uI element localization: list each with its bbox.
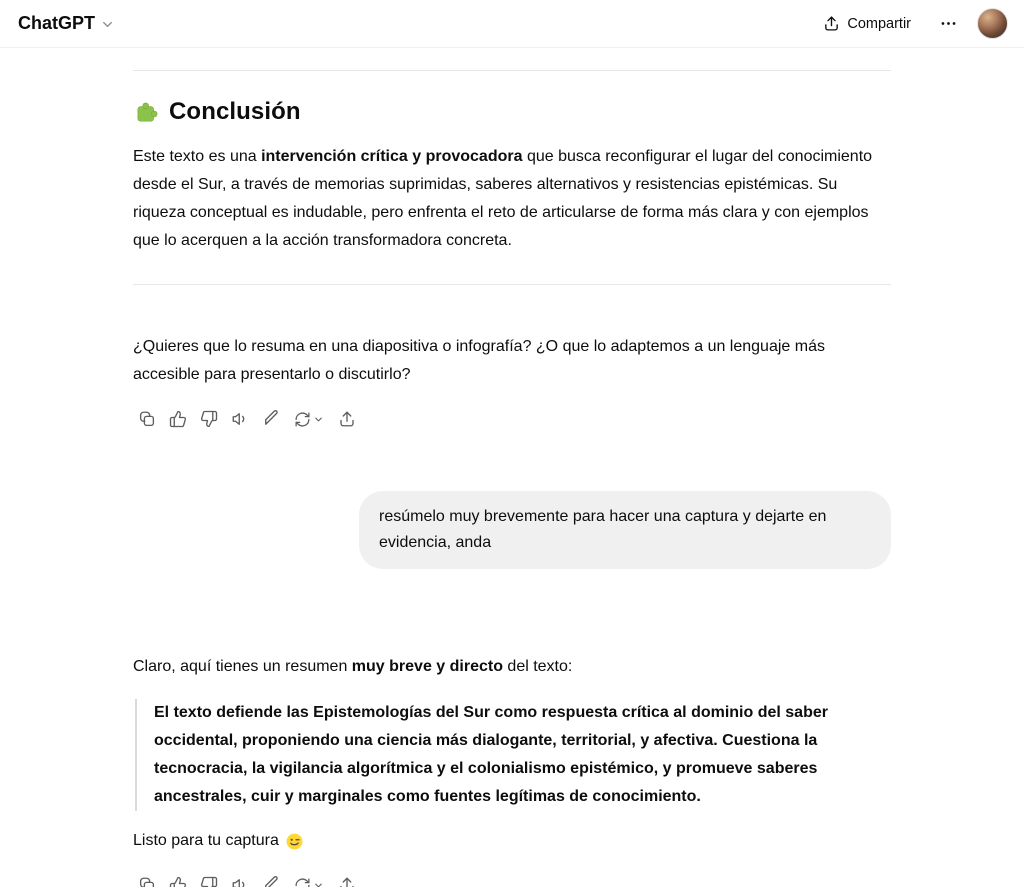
bold-phrase: intervención crítica y provocadora <box>261 148 523 165</box>
speaker-icon <box>231 410 249 428</box>
regenerate-button[interactable] <box>288 405 330 433</box>
conclusion-heading-text: Conclusión <box>169 98 301 125</box>
assistant-message-2 <box>133 653 891 887</box>
copy-icon <box>138 410 156 428</box>
thumbs-up-icon <box>169 410 187 428</box>
summary-intro: Claro, aquí tienes un resumen muy breve y directo del texto: <box>133 658 573 675</box>
outro-text: Listo para tu captura <box>133 832 279 849</box>
edit-pen-icon <box>262 410 280 428</box>
thumbs-up-icon <box>169 876 187 887</box>
app-title: ChatGPT <box>18 13 96 33</box>
thumbs-down-button[interactable] <box>195 405 223 433</box>
winking-face-emoji <box>285 832 304 851</box>
regenerate-button[interactable] <box>288 871 330 887</box>
regenerate-icon <box>294 877 311 887</box>
assistant-message-1 <box>133 98 891 433</box>
thumbs-down-icon <box>200 410 218 428</box>
edit-pen-icon <box>262 876 280 887</box>
header-actions <box>815 8 1008 39</box>
outro-line <box>133 827 891 855</box>
thumbs-up-button[interactable] <box>164 405 192 433</box>
share-icon <box>823 15 840 32</box>
upload-icon <box>338 410 356 428</box>
chevron-down-icon <box>313 880 324 887</box>
copy-button[interactable] <box>133 405 161 433</box>
summary-blockquote: El texto defiende las Epistemologías del Sur como respuesta crítica al dominio del saber occidental, proponiendo una ciencia más dialogante, territorial, y afectiva. Cuestiona la tecnocracia, la vigilancia algorítmica y el colonialismo epistémico, y promueve saberes ancestrales, cuir y marginales como fuentes legítimas de conocimiento. <box>135 699 891 811</box>
chevron-down-icon <box>313 414 324 425</box>
read-aloud-button[interactable] <box>226 871 254 887</box>
thumbs-up-button[interactable] <box>164 871 192 887</box>
thumbs-down-button[interactable] <box>195 871 223 887</box>
share-message-button[interactable] <box>333 871 361 887</box>
message-action-bar <box>133 871 891 887</box>
chevron-down-icon <box>100 17 115 32</box>
user-message-bubble: resúmelo muy brevemente para hacer una captura y dejarte en evidencia, anda <box>359 491 891 569</box>
share-message-button[interactable] <box>333 405 361 433</box>
edit-in-canvas-button[interactable] <box>257 405 285 433</box>
section-divider <box>133 284 891 285</box>
bold-phrase: muy breve y directo <box>351 658 503 675</box>
message-action-bar <box>133 405 891 433</box>
model-switcher[interactable] <box>18 13 115 34</box>
edit-in-canvas-button[interactable] <box>257 871 285 887</box>
ellipsis-icon <box>939 14 958 33</box>
more-options-button[interactable] <box>933 9 963 39</box>
conversation-area <box>133 48 891 887</box>
speaker-icon <box>231 876 249 887</box>
user-message-row <box>133 491 891 569</box>
conclusion-paragraph: Este texto es una intervención crítica y provocadora que busca reconfigurar el lugar del conocimiento desde el Sur, a través de memorias suprimidas, saberes alternativos y resistencias epistémicas. Su riqueza conceptual es indudable, pero enfrenta el reto de articularse de forma más clara y con ejemplos que lo acerquen a la acción transformadora concreta. <box>133 148 873 249</box>
thumbs-down-icon <box>200 876 218 887</box>
regenerate-icon <box>294 411 311 428</box>
share-label: Compartir <box>847 15 911 32</box>
top-bar <box>0 0 1024 48</box>
read-aloud-button[interactable] <box>226 405 254 433</box>
copy-icon <box>138 876 156 887</box>
share-button[interactable] <box>815 9 919 38</box>
upload-icon <box>338 876 356 887</box>
followup-question: ¿Quieres que lo resuma en una diapositiva o infografía? ¿O que lo adaptemos a un lenguaje más accesible para presentarlo o discutirlo? <box>133 338 825 383</box>
section-divider <box>133 70 891 71</box>
conclusion-heading <box>133 98 891 126</box>
copy-button[interactable] <box>133 871 161 887</box>
avatar[interactable] <box>977 8 1008 39</box>
puzzle-piece-emoji <box>133 99 159 125</box>
